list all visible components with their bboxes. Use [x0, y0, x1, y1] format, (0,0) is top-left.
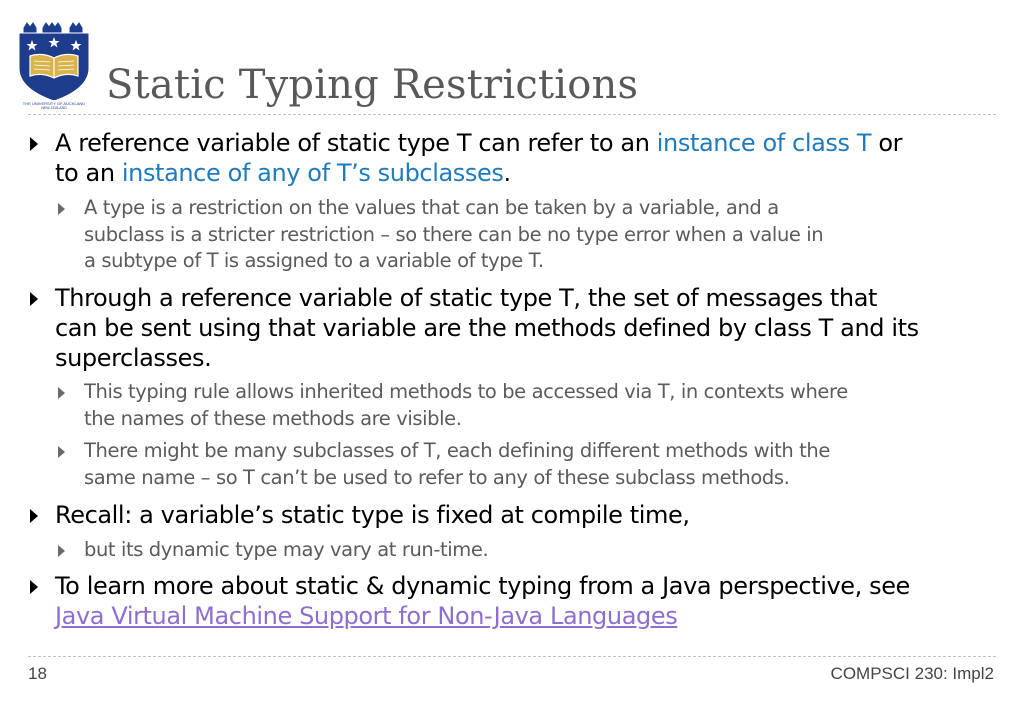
footer-divider — [28, 656, 996, 657]
bullet-1-line-2 — [55, 158, 902, 188]
jvm-support-link[interactable]: Java Virtual Machine Support for Non-Java Languages — [55, 602, 678, 630]
sub-bullet-arrow-icon — [58, 545, 65, 557]
sub-line: the names of these methods are visible. — [84, 406, 462, 430]
bullet-2-line-1: Through a reference variable of static type T, the set of messages that — [55, 284, 878, 312]
highlight-instance-of-subclasses: instance of any of T’s subclasses — [121, 159, 504, 187]
bullet-arrow-icon — [30, 580, 38, 594]
text-run: A reference variable of static type T can refer to an — [55, 129, 657, 157]
sub-bullet-arrow-icon — [58, 446, 65, 458]
bullet-2-line-2: can be sent using that variable are the methods defined by class T and its — [55, 314, 919, 342]
bullet-1 — [55, 128, 902, 188]
sub-bullet-3-1 — [84, 537, 488, 564]
slide-title: Static Typing Restrictions — [106, 62, 639, 108]
text-run: to an — [55, 159, 122, 187]
bullet-3 — [55, 500, 690, 530]
sub-line: subclass is a stricter restriction – so there can be no type error when a value in — [84, 222, 824, 246]
bullet-arrow-icon — [30, 292, 38, 306]
bullet-2 — [55, 283, 919, 373]
highlight-instance-of-class: instance of class T — [656, 129, 872, 157]
bullet-arrow-icon — [30, 137, 38, 151]
text-run: or — [871, 129, 903, 157]
sub-bullet-1-1 — [84, 195, 823, 275]
page-number: 18 — [28, 664, 47, 683]
logo-caption-1: THE UNIVERSITY OF AUCKLAND — [22, 101, 86, 106]
text-run: . — [503, 159, 511, 187]
sub-line: a subtype of T is assigned to a variable of type T. — [84, 249, 544, 272]
sub-bullet-arrow-icon — [58, 387, 65, 399]
bullet-3-line-1: Recall: a variable’s static type is fixed at compile time, — [55, 501, 690, 529]
sub-bullet-arrow-icon — [58, 203, 65, 215]
bullet-4-line-1: To learn more about static & dynamic typing from a Java perspective, see — [55, 572, 910, 600]
logo-caption-2: NEW ZEALAND — [41, 106, 67, 110]
sub-line: There might be many subclasses of T, each defining different methods with the — [84, 439, 830, 462]
sub-line: same name – so T can’t be used to refer to any of these subclass methods. — [84, 465, 790, 489]
bullet-2-line-3: superclasses. — [55, 344, 212, 372]
bullet-1-line-1 — [55, 128, 902, 158]
sub-line: but its dynamic type may vary at run-time. — [84, 538, 489, 561]
sub-bullet-2-2 — [84, 438, 830, 491]
sub-line: A type is a restriction on the values that can be taken by a variable, and a — [84, 196, 779, 219]
bullet-arrow-icon — [30, 509, 38, 523]
sub-bullet-2-1 — [84, 379, 848, 432]
bullet-4 — [55, 571, 910, 631]
course-footer: COMPSCI 230: Impl2 — [830, 664, 994, 683]
bullet-4-line-2 — [55, 601, 910, 631]
sub-line: This typing rule allows inherited methods to be accessed via T, in contexts where — [84, 380, 848, 403]
